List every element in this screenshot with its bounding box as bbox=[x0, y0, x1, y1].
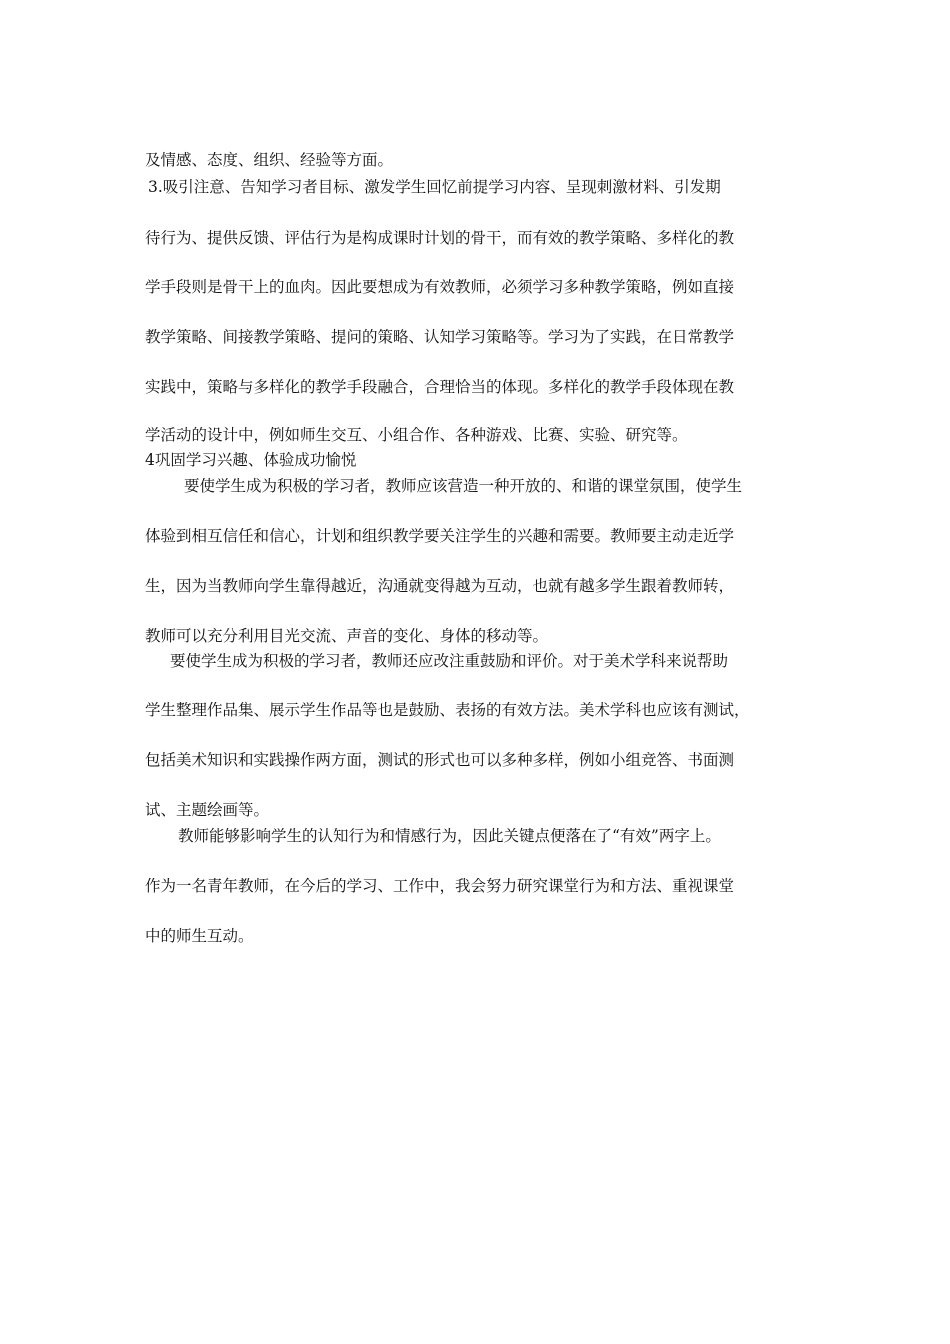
text-line: 学生整理作品集、展示学生作品等也是鼓励、表扬的有效方法。美术学科也应该有测试， bbox=[145, 701, 750, 719]
paragraph-first-line: 教师能够影响学生的认知行为和情感行为，因此关键点便落在了“有效”两字上。 bbox=[178, 827, 721, 845]
paragraph-first-line: 要使学生成为积极的学习者，教师应该营造一种开放的、和谐的课堂氛围，使学生 bbox=[184, 477, 743, 495]
text-line: 教师可以充分利用目光交流、声音的变化、身体的移动等。 bbox=[145, 627, 549, 645]
text-line: 学活动的设计中，例如师生交互、小组合作、各种游戏、比赛、实验、研究等。 bbox=[145, 426, 688, 444]
text-line: 试、主题绘画等。 bbox=[145, 801, 270, 819]
text-line: 包括美术知识和实践操作两方面，测试的形式也可以多种多样，例如小组竞答、书面测 bbox=[145, 751, 735, 769]
text-line: 待行为、提供反馈、评估行为是构成课时计划的骨干，而有效的教学策略、多样化的教 bbox=[145, 229, 735, 247]
text-line: 及情感、态度、组织、经验等方面。 bbox=[145, 151, 394, 169]
section-heading: 4巩固学习兴趣、体验成功愉悦 bbox=[145, 451, 357, 469]
text-line: 学手段则是骨干上的血肉。因此要想成为有效教师，必须学习多种教学策略，例如直接 bbox=[145, 278, 735, 296]
text-line: 实践中，策略与多样化的教学手段融合，合理恰当的体现。多样化的教学手段体现在教 bbox=[145, 378, 735, 396]
text-line: 中的师生互动。 bbox=[145, 927, 254, 945]
text-line: 体验到相互信任和信心，计划和组织教学要关注学生的兴趣和需要。教师要主动走近学 bbox=[145, 527, 735, 545]
text-line: 作为一名青年教师，在今后的学习、工作中，我会努力研究课堂行为和方法、重视课堂 bbox=[145, 877, 735, 895]
text-line: 生，因为当教师向学生靠得越近，沟通就变得越为互动，也就有越多学生跟着教师转， bbox=[145, 577, 735, 595]
text-line: 教学策略、间接教学策略、提问的策略、认知学习策略等。学习为了实践，在日常教学 bbox=[145, 328, 735, 346]
text-line: 3.吸引注意、告知学习者目标、激发学生回忆前提学习内容、呈现刺激材料、引发期 bbox=[148, 178, 721, 196]
paragraph-first-line: 要使学生成为积极的学习者，教师还应改注重鼓励和评价。对于美术学科来说帮助 bbox=[170, 652, 729, 670]
